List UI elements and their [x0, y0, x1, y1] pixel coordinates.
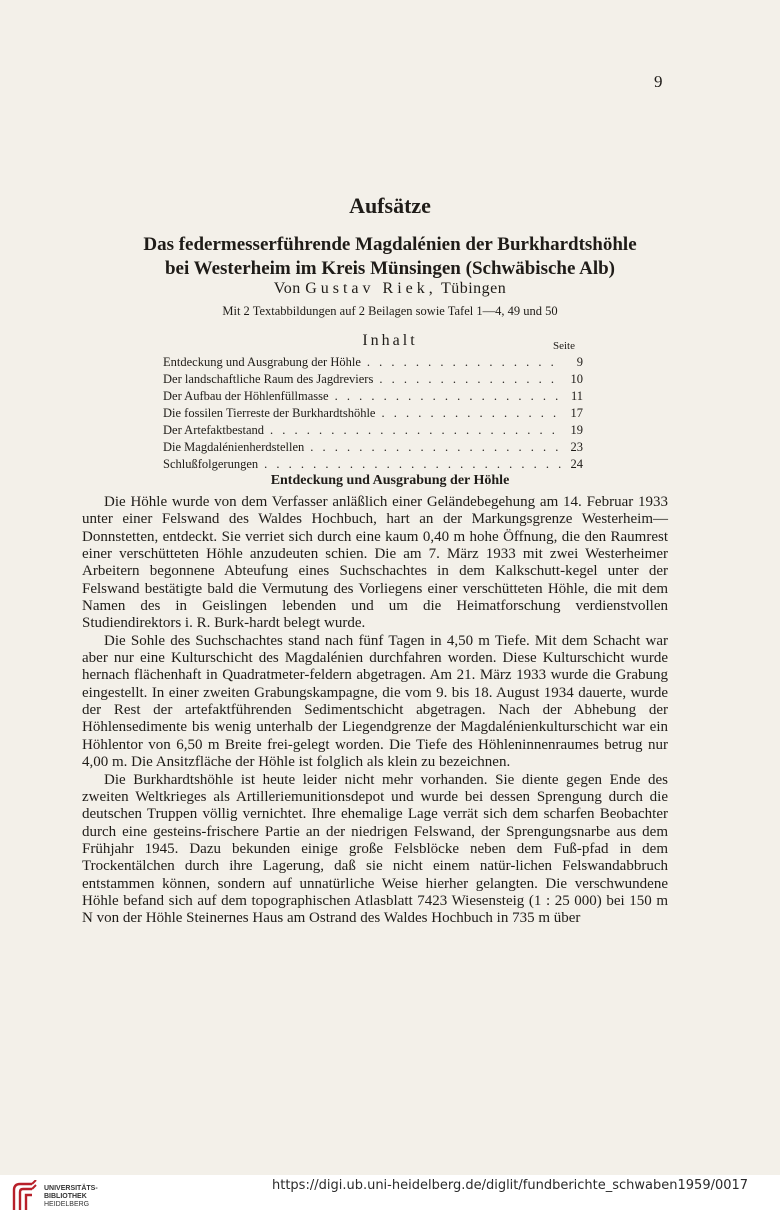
- toc-leader-dots: [329, 389, 561, 404]
- toc-entry: [163, 406, 583, 423]
- byline-author: Gustav Riek,: [305, 280, 437, 297]
- library-name-line-1: UNIVERSITÄTS-: [44, 1185, 98, 1192]
- body-text: [82, 494, 668, 928]
- toc-entry-title: Der Aufbau der Höhlenfüllmasse: [163, 389, 329, 403]
- paragraph: Die Höhle wurde von dem Verfasser anläßlich einer Geländebegehung am 14. Februar 1933 unter einer Felswand des Waldes Hochbuch, hart an der Markungsgrenze Westerheim—Donnstetten, entdeckt. Sie verriet sich durch eine kaum 0,40 m hohe Öffnung, die den Raumrest einer verschütteten Höhle anzudeuten schien. Die am 7. März 1933 mit zwei Westerheimer Arbeitern begonnene Abteufung eines Suchschachtes in dem Kalkschutt-kegel unter der Felswand bestätigte bald die Vermutung des Vorliegens einer verschütteten Höhle, die mit dem Namen des in Geislingen lebenden und um die Heimatforschung verdienstvollen Studiendirektors i. R. Burk-hardt belegt wurde.: [82, 494, 668, 632]
- toc-leader-dots: [304, 440, 561, 455]
- toc-entry-page: 17: [570, 406, 583, 420]
- toc-entry: [163, 389, 583, 406]
- section-subheading: Entdeckung und Ausgrabung der Höhle: [270, 473, 510, 488]
- byline: [0, 280, 780, 298]
- page-number: 9: [654, 72, 663, 91]
- toc-leader-dots: [264, 423, 561, 438]
- toc-entry-title: Die fossilen Tierreste der Burkhardtshöhle: [163, 406, 376, 420]
- byline-prefix: Von: [273, 280, 306, 297]
- table-of-contents: [163, 355, 583, 474]
- library-name-line-3: HEIDELBERG: [44, 1201, 90, 1208]
- toc-entry: [163, 372, 583, 389]
- toc-entry-page: 11: [570, 389, 583, 403]
- toc-leader-dots: [361, 355, 561, 370]
- toc-page-label: Seite: [553, 340, 575, 352]
- paragraph: Die Burkhardtshöhle ist heute leider nicht mehr vorhanden. Sie diente gegen Ende des zweiten Weltkrieges als Artilleriemunitionsdepot und wurde bei dessen Sprengung durch die deutschen Truppen völlig vernichtet. Ihre ehemalige Lage verrät sich dem scharfen Beobachter durch eine gesteins-frischere Partie an der niedrigen Felswand, der Sprengungsnarbe aus dem Frühjahr 1945. Dazu bekunden einige große Felsblöcke neben dem Fuß-pfad in dem Trockentälchen durch ihre Lagerung, daß sie nicht einem natür-lichen Felswandabbruch entstammen können, sondern auf unnatürliche Weise hierher gelangten. Die verschwundene Höhle befand sich auf dem topographischen Atlasblatt 7423 Wiesensteig (1 : 25 000) bei 150 m N von der Höhle Steinernes Haus am Ostrand des Waldes Hochbuch in 735 m über: [82, 771, 668, 927]
- library-logo-icon: [10, 1180, 40, 1214]
- byline-place: Tübingen: [436, 280, 507, 297]
- toc-entry-title: Die Magdalénienherdstellen: [163, 440, 305, 454]
- toc-entry: [163, 457, 583, 474]
- library-name-line-2: BIBLIOTHEK: [44, 1193, 87, 1200]
- permalink-url[interactable]: https://digi.ub.uni-heidelberg.de/diglit/fundberichte_schwaben1959/0017: [272, 1178, 749, 1193]
- toc-leader-dots: [373, 372, 561, 387]
- toc-entry-page: 10: [570, 372, 583, 386]
- toc-entry-page: 9: [576, 355, 583, 369]
- article-title-line-1: Das federmesserführende Magdalénien der Burkhardtshöhle: [143, 234, 637, 255]
- library-name: [44, 1185, 98, 1209]
- supplements-note: Mit 2 Textabbildungen auf 2 Beilagen sowie Tafel 1—4, 49 und 50: [222, 304, 558, 318]
- article-title-line-2: bei Westerheim im Kreis Münsingen (Schwäbische Alb): [164, 258, 616, 279]
- paragraph: Die Sohle des Suchschachtes stand nach fünf Tagen in 4,50 m Tiefe. Mit dem Schacht war aber nur eine Kulturschicht des Magdalénien durchfahren worden. Diese Kulturschicht wurde hernach flächenhaft in Quadratmeter-feldern abgetragen. Am 21. März 1933 wurde die Grabung eingestellt. In einer zweiten Grabungskampagne, die vom 9. bis 18. August 1934 dauerte, wurde der Rest der artefaktführenden Sedimentschicht abgetragen. Nach der Abhebung der Höhlensedimente bis wenig unterhalb der Liegendgrenze der Magdalénienkulturschicht war ein Höhlentor von 6,50 m Breite frei-gelegt worden. Die Tiefe des Höhleninnenraumes betrug nur 4,00 m. Die Ansitzfläche der Höhle ist folglich als klein zu bezeichnen.: [82, 632, 668, 771]
- toc-entry-title: Der landschaftliche Raum des Jagdreviers: [163, 372, 374, 386]
- article-title: [0, 233, 780, 281]
- section-title: Aufsätze: [349, 193, 431, 218]
- toc-leader-dots: [375, 406, 561, 421]
- toc-entry: [163, 355, 583, 372]
- toc-entry-title: Schlußfolgerungen: [163, 457, 259, 471]
- toc-entry-page: 19: [570, 423, 583, 437]
- toc-entry: [163, 423, 583, 440]
- toc-entry-page: 24: [570, 457, 583, 471]
- toc-entry-title: Entdeckung und Ausgrabung der Höhle: [163, 355, 361, 369]
- toc-entry-page: 23: [570, 440, 583, 454]
- toc-entry: [163, 440, 583, 457]
- toc-entry-title: Der Artefaktbestand: [163, 423, 265, 437]
- toc-leader-dots: [258, 457, 561, 472]
- toc-heading: Inhalt: [362, 332, 418, 349]
